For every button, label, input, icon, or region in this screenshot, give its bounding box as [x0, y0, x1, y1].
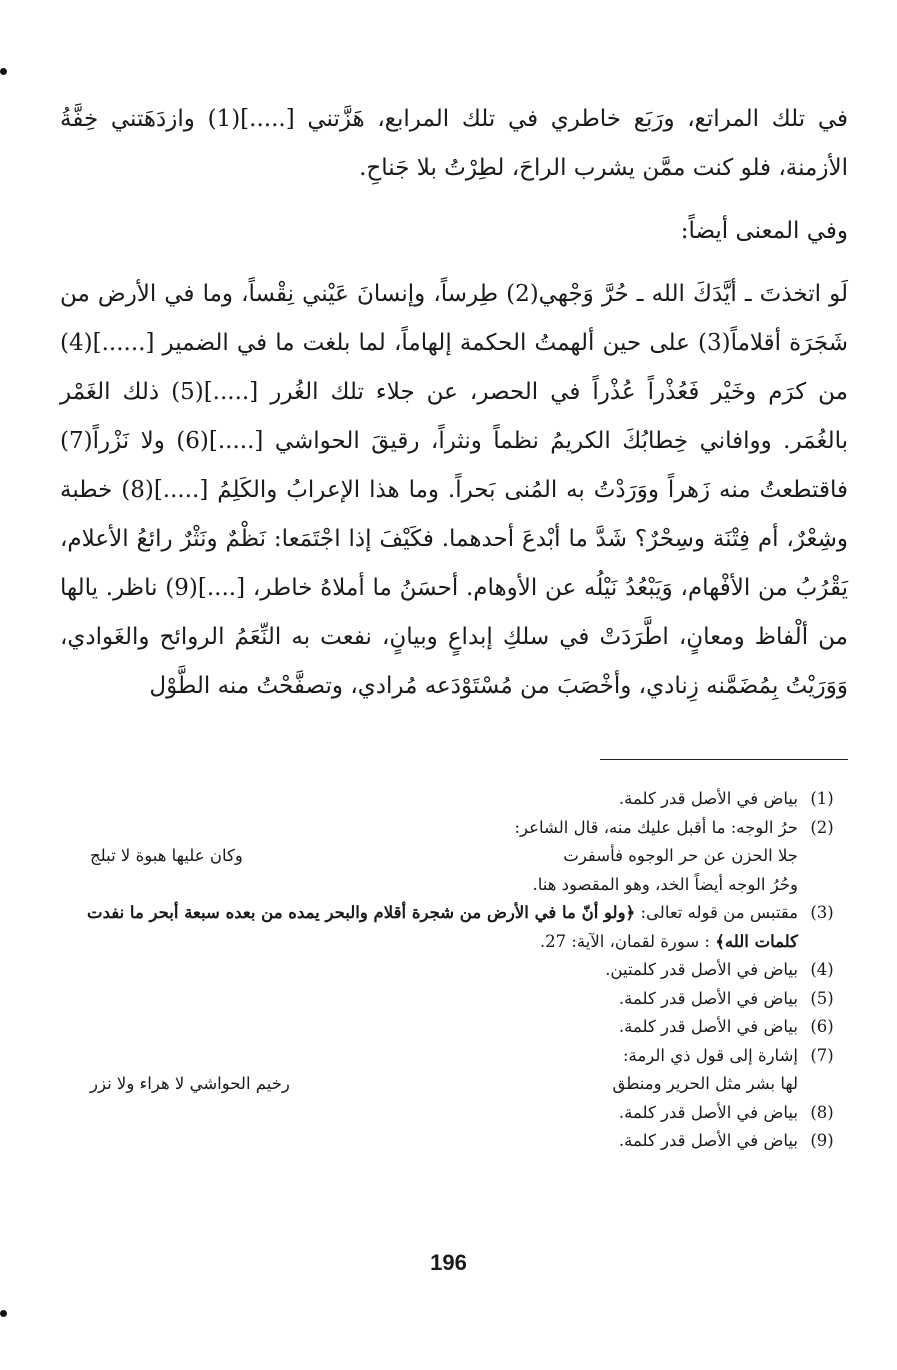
paragraph-3: لَو اتخذتَ ـ أيَّدَكَ الله ـ حُرَّ وَجْهي(2) طِرساً، وإنسانَ عَيْني نِقْساً، وما في الأرض من شَجَرَة أقلاماً(3) على حين ألهمتُ الحكمة إلهاماً، لما بلغت ما في الضمير [......](4) من كرَم وخَيْر فَعُذْراً عُذْراً في الحصر، عن جلاء تلك الغُرر [.....](5) ذلك الغَمْر بالغُمَر. ووافاني خِطابُكَ الكريمُ نظماً ونثراً، رقيقَ الحواشي [.....](6) ولا نَزْراً(7) فاقتطعتُ منه زَهراً ووَرَدْتُ به المُنى بَحراً. وما هذا الإعرابُ والكَلِمُ [.....](8) خطبة وشِعْرٌ، أم فِتْنَة وسِحْرٌ؟ شَدَّ ما أبْدعَ أحدهما. فكَيْفَ إذا اجْتَمَعا: نَظْمٌ ونَثْرٌ رائعُ الأعلام، يَقْرُبُ من الأفْهام، وَيَبْعُدُ نَيْلُه عن الأوهام. أحسَنُ ما أملاهُ خاطر، [....](9) ناظر. يالها من ألْفاظ ومعانٍ، اطَّرَدَتْ في سلكِ إبداعٍ وبيانٍ، نفعت به النِّعَمُ الروائح والغَوادي، وَوَرَيْتُ بِمُضَمَّنه زِنادي، وأخْصَبَ من مُسْتَوْدَعه مُرادي، وتصفَّحْتُ منه الطَّوْل — [60, 281, 848, 699]
poem-verse — [60, 842, 798, 871]
verse-second-hemistich: رخيم الحواشي لا هراء ولا نزر — [90, 1074, 290, 1093]
footnote-source: : سورة لقمان، الآية: 27. — [539, 931, 710, 951]
footnotes — [60, 785, 846, 1156]
footnote-text: بياض في الأصل قدر كلمة. — [618, 1131, 798, 1150]
scan-mark-top — [0, 68, 7, 75]
footnote-text: حرُ الوجه: ما أقبل عليك منه، قال الشاعر: — [514, 817, 798, 837]
footnote-number: (7) — [810, 1045, 834, 1065]
footnote-lead: مقتبس من قوله تعالى: — [640, 903, 798, 922]
footnote-number: (8) — [810, 1102, 834, 1122]
footnote-number: (1) — [810, 789, 834, 808]
footnote-number: (4) — [810, 960, 834, 979]
footnote-text: بياض في الأصل قدر كلمة. — [618, 789, 798, 808]
paragraph-2: وفي المعنى أيضاً: — [680, 218, 848, 244]
footnote-text: بياض في الأصل قدر كلمة. — [618, 988, 798, 1008]
footnote-text: بياض في الأصل قدر كلمة. — [618, 1102, 798, 1122]
footnote-text: بياض في الأصل قدر كلمتين. — [605, 960, 798, 979]
scan-mark-bottom — [0, 1310, 7, 1317]
verse-second-hemistich: وكان عليها هبوة لا تبلج — [90, 846, 243, 865]
footnote-4 — [60, 956, 846, 985]
footnote-9 — [60, 1127, 846, 1156]
footnote-divider — [600, 759, 848, 760]
quran-quote: ﴿ولو أنّ ما في الأرض من شجرة أقلام والبحر يمده من بعده سبعة أبحر ما نفدت كلمات الله﴾ — [87, 903, 798, 951]
footnote-1 — [60, 785, 846, 814]
footnote-text: إشارة إلى قول ذي الرمة: — [622, 1045, 798, 1065]
footnote-number: (5) — [810, 988, 834, 1008]
footnote-5 — [60, 985, 846, 1014]
page-number: 196 — [430, 1250, 467, 1275]
footnote-2 — [60, 814, 846, 900]
main-text — [60, 95, 848, 711]
footnote-number: (9) — [810, 1131, 834, 1150]
footnote-number: (3) — [810, 903, 834, 922]
footnote-text-continued: وحُرُ الوجه أيضاً الخد، وهو المقصود هنا. — [532, 874, 798, 894]
footnote-text: بياض في الأصل قدر كلمة. — [618, 1017, 798, 1036]
footnote-number: (2) — [810, 817, 834, 837]
footnote-8 — [60, 1099, 846, 1128]
footnote-3 — [60, 899, 846, 956]
footnote-number: (6) — [810, 1017, 834, 1036]
verse-first-hemistich: جلا الحزن عن حر الوجوه فأسفرت — [563, 846, 798, 865]
footnote-7 — [60, 1042, 846, 1099]
footnote-6 — [60, 1013, 846, 1042]
poem-verse — [60, 1070, 798, 1099]
paragraph-1: في تلك المراتع، ورَبَع خاطري في تلك المرابع، هَزَّتني [.....](1) وازدَهَتني خِفَّةُ الأزمنة، فلو كنت ممَّن يشرب الراحَ، لطِرْتُ بلا جَناحِ. — [60, 106, 848, 181]
verse-first-hemistich: لها بشر مثل الحرير ومنطق — [612, 1074, 798, 1093]
